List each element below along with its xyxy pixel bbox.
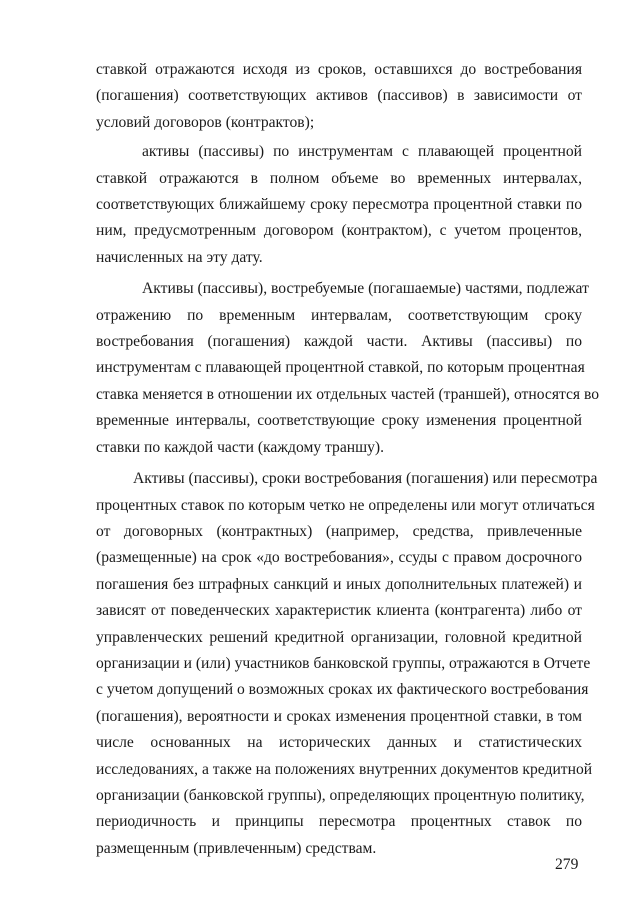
text-line: размещенным (привлеченным) средствам. — [96, 839, 377, 857]
text-line: исследованиях, а также на положениях внутренних документов кредитной — [96, 760, 593, 778]
paragraph-2 — [96, 139, 582, 271]
text-line: Активы (пассивы), востребуемые (погашаемые) частями, подлежат — [142, 280, 589, 298]
text-line: Активы (пассивы), сроки востребования (погашения) или пересмотра — [133, 470, 598, 488]
page-number: 279 — [555, 856, 579, 873]
paragraph-3 — [96, 276, 600, 461]
text-line: с учетом допущений о возможных сроках их фактического востребования — [96, 681, 589, 699]
text-line: числе основанных на исторических данных и статистических — [96, 734, 582, 752]
text-line: погашения без штрафных санкций и иных дополнительных платежей) и — [96, 575, 582, 593]
text-line: ставки по каждой части (каждому траншу). — [96, 438, 385, 456]
paragraph-1 — [96, 57, 582, 136]
document-page — [96, 57, 600, 862]
text-line: востребования (погашения) каждой части. Активы (пассивы) по — [96, 333, 582, 351]
text-line: управленческих решений кредитной организации, головной кредитной — [96, 628, 582, 646]
text-line: временные интервалы, соответствующие сроку изменения процентной — [96, 412, 582, 430]
text-line: (погашения), вероятности и сроках изменения процентной ставки, в том — [96, 707, 582, 725]
text-line: условий договоров (контрактов); — [96, 113, 315, 131]
text-line: от договорных (контрактных) (например, средства, привлеченные — [96, 522, 582, 540]
text-line: ним, предусмотренным договором (контрактом), с учетом процентов, — [96, 222, 582, 240]
text-line: (размещенные) на срок «до востребования», ссуды с правом досрочного — [96, 549, 582, 567]
text-line: (погашения) соответствующих активов (пассивов) в зависимости от — [96, 87, 582, 105]
paragraph-4 — [96, 466, 598, 862]
text-line: организации и (или) участников банковской группы, отражаются в Отчете — [96, 654, 591, 672]
text-line: инструментам с плавающей процентной ставкой, по которым процентная — [96, 359, 585, 377]
text-line: отражению по временным интервалам, соответствующим сроку — [96, 306, 582, 324]
text-line: процентных ставок по которым четко не определены или могут отличаться — [96, 496, 595, 514]
text-line: ставка меняется в отношении их отдельных частей (траншей), относятся во — [96, 385, 600, 403]
text-line: зависят от поведенческих характеристик клиента (контрагента) либо от — [96, 602, 582, 620]
text-line: ставкой отражаются в полном объеме во временных интервалах, — [96, 169, 582, 187]
text-line: начисленных на эту дату. — [96, 248, 263, 266]
text-line: ставкой отражаются исходя из сроков, оставшихся до востребования — [96, 61, 582, 78]
text-line: активы (пассивы) по инструментам с плавающей процентной — [142, 143, 582, 161]
text-line: периодичность и принципы пересмотра процентных ставок по — [96, 813, 582, 831]
text-line: соответствующих ближайшему сроку пересмотра процентной ставки по — [96, 196, 582, 214]
text-line: организации (банковской группы), определяющих процентную политику, — [96, 786, 585, 804]
